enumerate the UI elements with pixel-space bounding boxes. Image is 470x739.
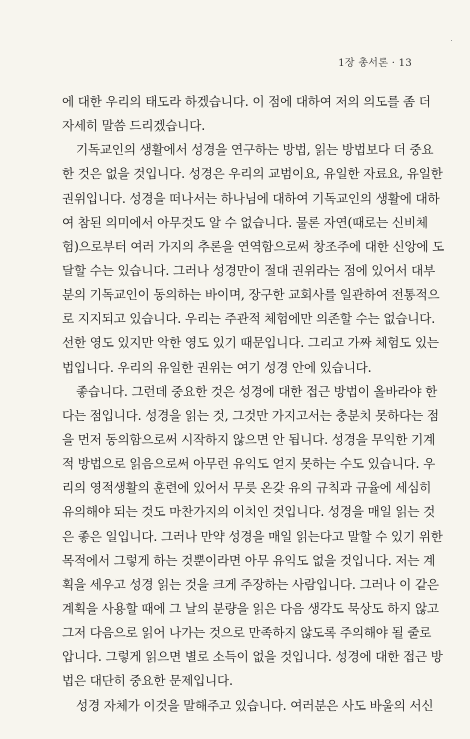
text-line: 좋습니다. 그런데 중요한 것은 성경에 대한 접근 방법이 올바라야 한 [76, 383, 438, 399]
text-line: 획을 세우고 성경 읽는 것을 크게 주장하는 사람입니다. 그러나 이 같은 [62, 576, 439, 592]
text-line: 을 먼저 동의함으로써 시작하지 않으면 안 됩니다. 성경을 무익한 기계 [62, 431, 436, 447]
text-line: 유의해야 되는 것도 마찬가지의 이치인 것입니다. 성경을 매일 읽는 것 [62, 504, 436, 520]
text-line: 법은 대단히 중요한 문제입니다. [62, 673, 233, 689]
text-line: 험)으로부터 여러 가지의 추론을 연역함으로써 창조주에 대한 신앙에 도 [62, 238, 445, 254]
text-line: 한 것은 없을 것입니다. 성경은 우리의 교범이요, 유일한 자료요, 유일한 [62, 166, 443, 182]
text-line: 성경 자체가 이것을 말해주고 있습니다. 여러분은 사도 바울의 서신 [76, 697, 434, 713]
text-line: 은 좋은 일입니다. 그러나 만약 성경을 매일 읽는다고 말할 수 있기 위한 [62, 528, 443, 544]
text-line: 그저 다음으로 읽어 나가는 것으로 만족하지 않도록 주의해야 될 줄로 [62, 625, 432, 641]
paragraph [62, 380, 443, 694]
text-line: 권위입니다. 성경을 떠나서는 하나님에 대하여 기독교인의 생활에 대하 [62, 190, 440, 206]
text-line: 목적에서 그렇게 하는 것뿐이라면 아무 유익도 없을 것입니다. 저는 계 [62, 552, 436, 568]
text-line: 자세히 말씀 드리겠습니다. [62, 118, 206, 134]
text-line: 계획을 사용할 때에 그 날의 분량을 읽은 다음 생각도 묵상도 하지 않고 [62, 600, 439, 616]
text-line: 달할 수는 있습니다. 그러나 성경만이 절대 권위라는 점에 있어서 대부 [62, 262, 436, 278]
text-line: 로 지지되고 있습니다. 우리는 주관적 체험에만 의존할 수는 없습니다. [62, 311, 436, 327]
text-line: 기독교인의 생활에서 성경을 연구하는 방법, 읽는 방법보다 더 중요 [76, 142, 434, 158]
running-head: 1장 총서론 · 13 [338, 58, 412, 69]
text-line: 리의 영적생활의 훈련에 있어서 무릇 온갖 유의 규칙과 규율에 세심히 [62, 480, 432, 496]
body-text [62, 90, 445, 718]
text-line: 에 대한 우리의 태도라 하겠습니다. 이 점에 대하여 저의 의도를 좀 더 [62, 94, 431, 109]
paragraph [62, 138, 445, 379]
text-line: 법입니다. 우리의 유일한 권위는 여기 성경 안에 있습니다. [62, 359, 372, 375]
text-line: 분의 기독교인이 동의하는 바이며, 장구한 교회사를 일관하여 전통적으 [62, 287, 440, 303]
text-line: 여 참된 의미에서 아무것도 알 수 없습니다. 물론 자연(때로는 신비체 [62, 214, 428, 230]
paragraph [62, 90, 431, 138]
text-line: 적 방법으로 읽음으로써 아무런 유익도 얻지 못하는 수도 있습니다. 우 [62, 456, 436, 472]
text-line: 선한 영도 있지만 악한 영도 있기 때문입니다. 그리고 가짜 체험도 있는 [62, 335, 439, 351]
text-line: 압니다. 그렇게 읽으면 별로 소득이 없을 것입니다. 성경에 대한 접근 방 [62, 649, 443, 665]
page-edge-mark [451, 40, 452, 41]
paragraph [62, 694, 434, 718]
text-line: 다는 점입니다. 성경을 읽는 것, 그것만 가지고서는 충분치 못하다는 점 [62, 407, 439, 423]
